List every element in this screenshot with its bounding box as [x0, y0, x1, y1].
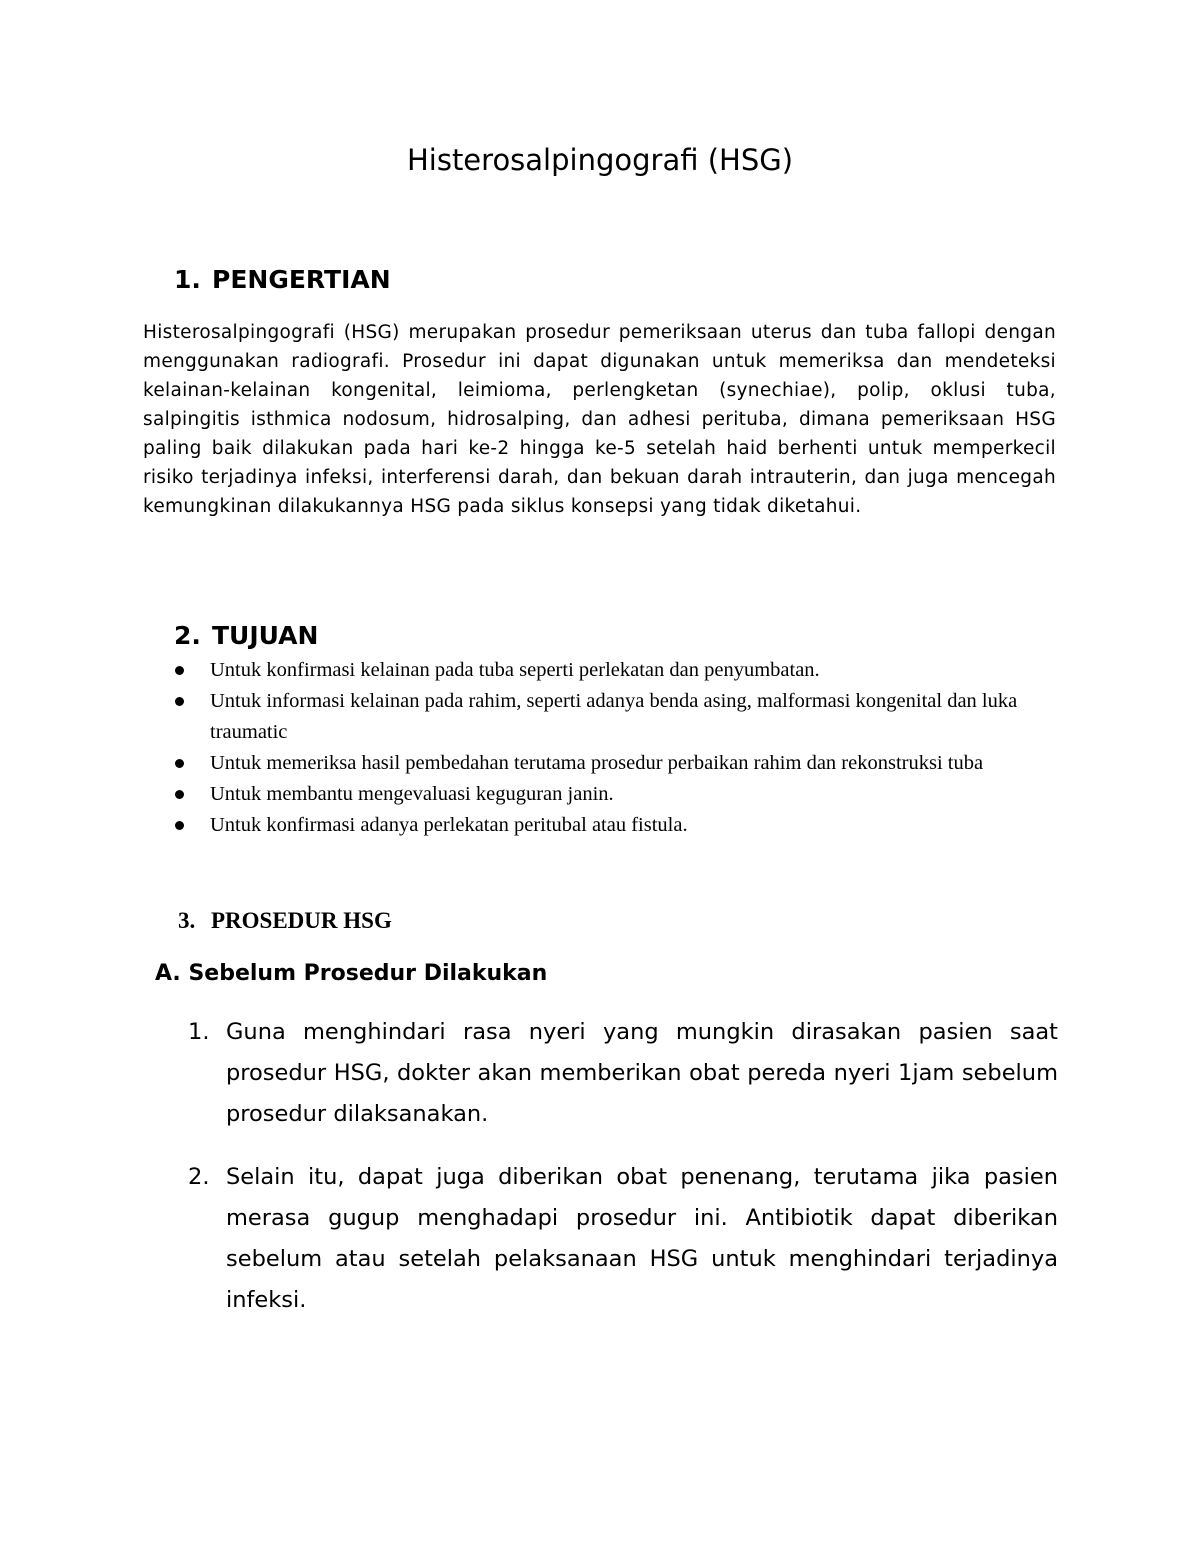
bullet-icon — [175, 790, 184, 799]
list-item — [172, 748, 1062, 779]
bullet-icon — [175, 759, 184, 768]
tujuan-bullet-list — [172, 655, 1062, 841]
section-title: PROSEDUR HSG — [211, 908, 392, 933]
step-text: Selain itu, dapat juga diberikan obat penenang, terutama jika pasien merasa gugup menghadapi prosedur ini. Antibiotik dapat diberikan sebelum atau setelah pelaksanaan HSG untuk menghindari terjadinya infeksi. — [226, 1164, 1058, 1313]
list-item-text: Untuk informasi kelainan pada rahim, seperti adanya benda asing, malformasi kongenital dan luka traumatic — [210, 690, 1018, 743]
bullet-icon — [175, 821, 184, 830]
section-number: 3. — [178, 908, 196, 933]
list-item — [172, 779, 1062, 810]
step-text: Guna menghindari rasa nyeri yang mungkin dirasakan pasien saat prosedur HSG, dokter akan memberikan obat pereda nyeri 1jam sebelum prosedur dilaksanakan. — [226, 1019, 1058, 1127]
pengertian-paragraph: Histerosalpingografi (HSG) merupakan prosedur pemeriksaan uterus dan tuba fallopi dengan menggunakan radiografi. Prosedur ini dapat digunakan untuk memeriksa dan mendeteksi kelainan-kelainan kongenital, leimioma, perlengketan (synechiae), polip, oklusi tuba, salpingitis isthmica nodosum, hidrosalping, dan adhesi perituba, dimana pemeriksaan HSG paling baik dilakukan pada hari ke-2 hingga ke-5 setelah haid berhenti untuk memperkecil risiko terjadinya infeksi, interferensi darah, dan bekuan darah intrauterin, dan juga mencegah kemungkinan dilakukannya HSG pada siklus konsepsi yang tidak diketahui. — [143, 322, 1056, 517]
list-item — [188, 1012, 1058, 1135]
bullet-icon — [175, 697, 184, 706]
bullet-icon — [175, 666, 184, 675]
section-heading-pengertian — [174, 264, 391, 296]
list-item-text: Untuk memeriksa hasil pembedahan terutama prosedur perbaikan rahim dan rekonstruksi tuba — [210, 752, 984, 774]
sebelum-prosedur-steps — [188, 1012, 1058, 1343]
list-item-text: Untuk membantu mengevaluasi keguguran janin. — [210, 783, 614, 805]
list-item-text: Untuk konfirmasi adanya perlekatan peritubal atau fistula. — [210, 814, 688, 836]
section-number: 2. — [174, 621, 201, 650]
section-number: 1. — [174, 265, 201, 294]
section-title: PENGERTIAN — [212, 265, 391, 294]
list-item — [172, 655, 1062, 686]
list-item — [172, 686, 1062, 748]
section-heading-prosedur-hsg — [178, 905, 392, 937]
section-heading-tujuan — [174, 620, 318, 652]
list-item — [188, 1157, 1058, 1321]
list-item-text: Untuk konfirmasi kelainan pada tuba seperti perlekatan dan penyumbatan. — [210, 659, 820, 681]
section-title: TUJUAN — [212, 621, 319, 650]
step-number: 1. — [188, 1019, 210, 1045]
step-number: 2. — [188, 1164, 210, 1190]
list-item — [172, 810, 1062, 841]
document-title: Histerosalpingografi (HSG) — [406, 143, 794, 177]
subsection-heading-sebelum-prosedur: A. Sebelum Prosedur Dilakukan — [155, 961, 548, 986]
